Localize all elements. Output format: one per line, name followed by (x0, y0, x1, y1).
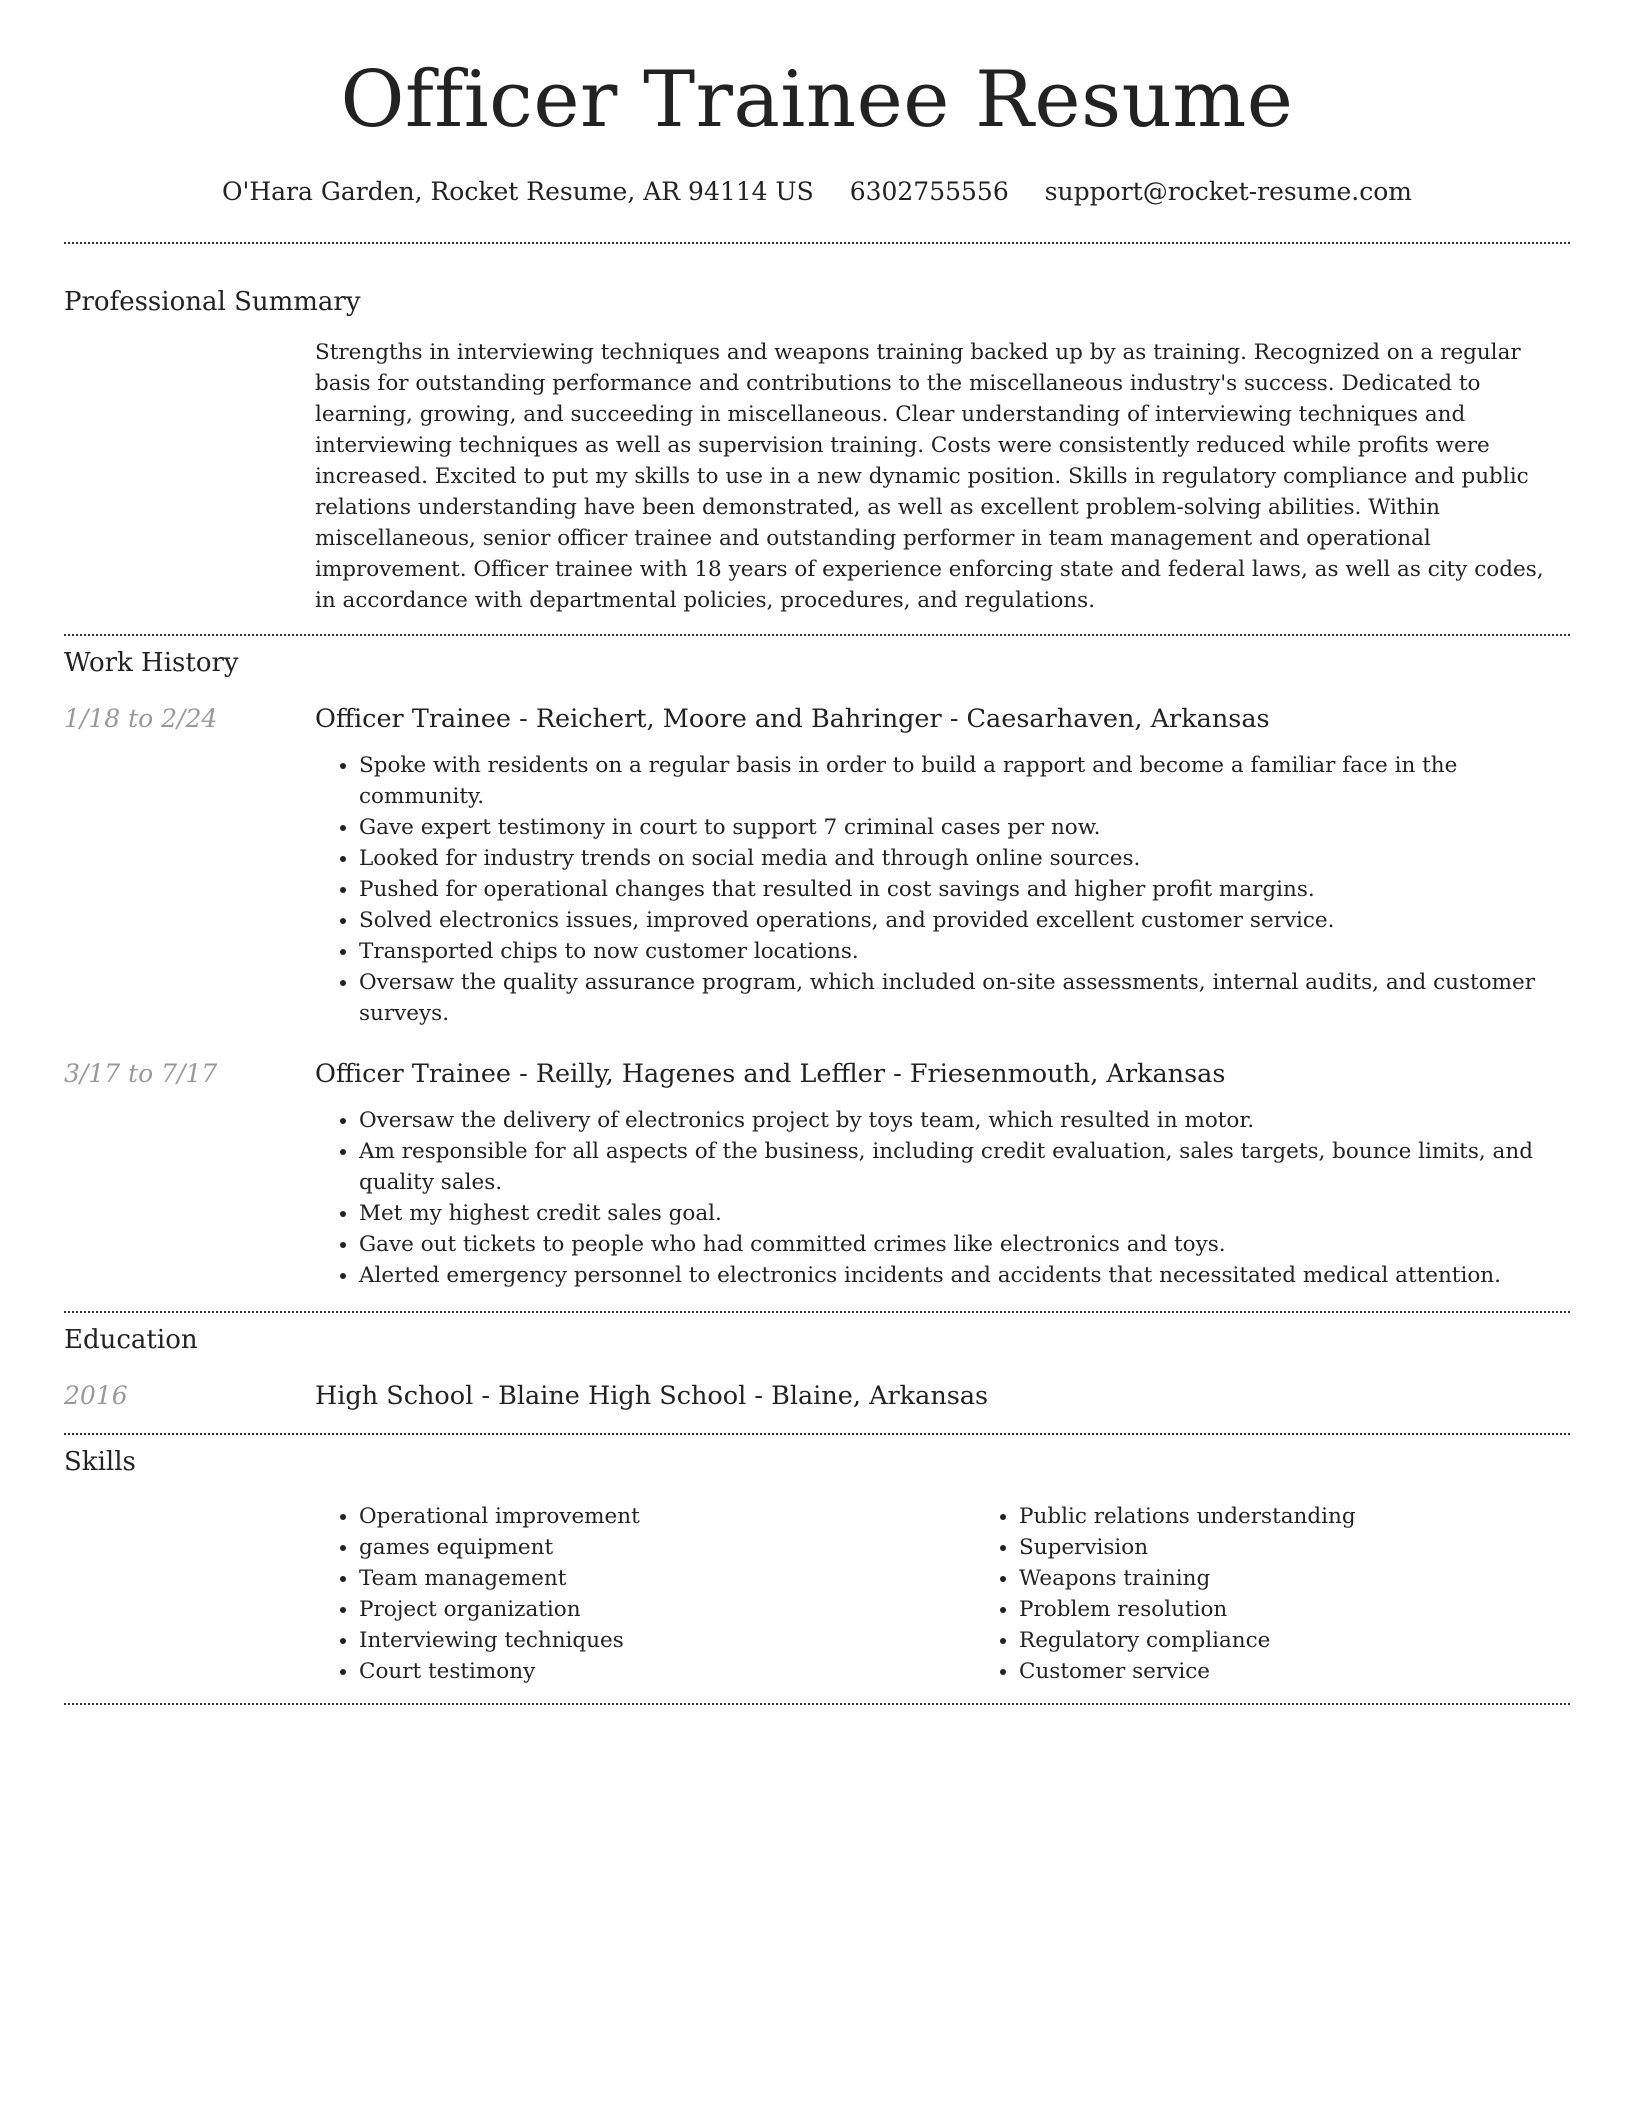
skill-item: • Interviewing techniques (359, 1625, 975, 1656)
skill-item: • Regulatory compliance (1019, 1625, 1632, 1656)
skill-item: • Team management (359, 1563, 975, 1594)
contact-address: O'Hara Garden, Rocket Resume, AR 94114 US (221, 177, 814, 206)
summary-text: Strengths in interviewing techniques and weapons training backed up by as training. Recognized on a regular basis for outstanding performance and contributions to the miscellaneous industry's success. Dedicated to learning, growing, and succeeding in miscellaneous. Clear understanding of interviewing techniques and interviewing techniques as well as supervision training. Costs were consistently reduced while profits were increased. Excited to put my skills to use in a new dynamic position. Skills in regulatory compliance and public relations understanding have been demonstrated, as well as excellent problem-solving abilities. Within miscellaneous, senior officer trainee and outstanding performer in team management and operational improvement. Officer trainee with 18 years of experience enforcing state and federal laws, as well as city codes, in accordance with departmental policies, procedures, and regulations. (315, 340, 1544, 613)
list-item: • Gave out tickets to people who had committed crimes like electronics and toys. (359, 1229, 1570, 1260)
job-dates: 3/17 to 7/17 (64, 1059, 218, 1088)
education-year: 2016 (64, 1381, 128, 1410)
education-entry (64, 1379, 1570, 1413)
contact-line (64, 176, 1570, 208)
list-item: • Oversaw the delivery of electronics project by toys team, which resulted in motor. (359, 1105, 1570, 1136)
skills-column-1 (315, 1501, 975, 1687)
divider (64, 634, 1570, 636)
skill-item: • Weapons training (1019, 1563, 1632, 1594)
skill-item: • Problem resolution (1019, 1594, 1632, 1625)
list-item: • Solved electronics issues, improved operations, and provided excellent customer service. (359, 905, 1570, 936)
job-bullets (315, 1105, 1570, 1291)
resume-page (64, 0, 1570, 1705)
skill-item: • Customer service (1019, 1656, 1632, 1687)
list-item: • Transported chips to now customer locations. (359, 936, 1570, 967)
list-item: • Spoke with residents on a regular basis in order to build a rapport and become a familiar face in the community. (359, 750, 1570, 812)
job-entry (64, 1057, 1570, 1291)
section-heading-work: Work History (64, 648, 239, 678)
skill-item: • Operational improvement (359, 1501, 975, 1532)
list-item: • Met my highest credit sales goal. (359, 1198, 1570, 1229)
resume-title: Officer Trainee Resume (340, 55, 1294, 145)
summary-spacer (64, 337, 315, 616)
divider (64, 242, 1570, 244)
skill-item: • games equipment (359, 1532, 975, 1563)
divider (64, 1433, 1570, 1435)
list-item: • Gave expert testimony in court to support 7 criminal cases per now. (359, 812, 1570, 843)
section-heading-summary: Professional Summary (64, 287, 361, 317)
list-item: • Oversaw the quality assurance program, which included on-site assessments, internal audits, and customer surveys. (359, 967, 1570, 1029)
skill-item: • Supervision (1019, 1532, 1632, 1563)
summary-section (64, 285, 1570, 616)
education-section (64, 1323, 1570, 1413)
list-item: • Looked for industry trends on social media and through online sources. (359, 843, 1570, 874)
contact-email: support@rocket-resume.com (1044, 177, 1413, 206)
skill-item: • Project organization (359, 1594, 975, 1625)
job-title: Officer Trainee - Reilly, Hagenes and Leffler - Friesenmouth, Arkansas (315, 1059, 1226, 1089)
skill-item: • Public relations understanding (1019, 1501, 1632, 1532)
job-entry (64, 702, 1570, 1029)
work-history-section (64, 646, 1570, 1291)
divider (64, 1703, 1570, 1705)
job-title: Officer Trainee - Reichert, Moore and Bahringer - Caesarhaven, Arkansas (315, 704, 1270, 734)
job-dates: 1/18 to 2/24 (64, 704, 218, 733)
list-item: • Am responsible for all aspects of the business, including credit evaluation, sales targets, bounce limits, and quality sales. (359, 1136, 1570, 1198)
skills-column-2 (975, 1501, 1632, 1687)
skills-section (64, 1445, 1570, 1687)
skill-item: • Court testimony (359, 1656, 975, 1687)
job-bullets (315, 750, 1570, 1029)
list-item: • Alerted emergency personnel to electronics incidents and accidents that necessitated medical attention. (359, 1260, 1570, 1291)
divider (64, 1311, 1570, 1313)
skills-spacer (64, 1501, 315, 1687)
list-item: • Pushed for operational changes that resulted in cost savings and higher profit margins. (359, 874, 1570, 905)
contact-phone: 6302755556 (849, 177, 1009, 206)
section-heading-skills: Skills (64, 1447, 136, 1477)
education-title: High School - Blaine High School - Blaine, Arkansas (315, 1381, 989, 1411)
section-heading-education: Education (64, 1325, 198, 1355)
